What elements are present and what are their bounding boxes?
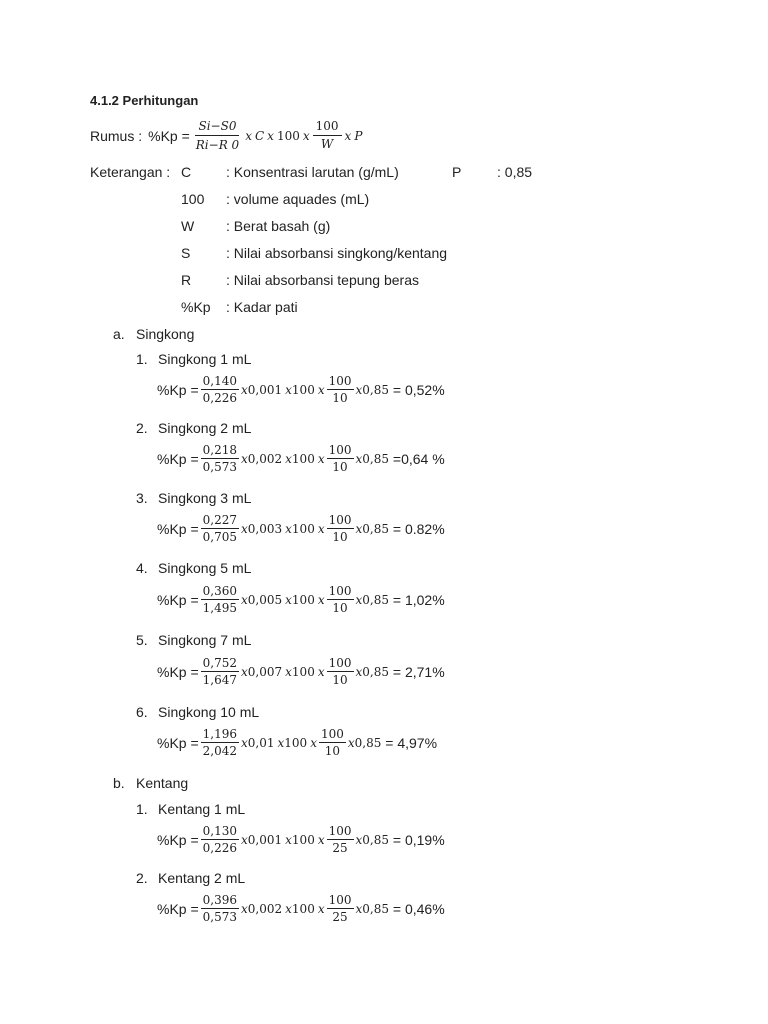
legend-symbol: S [181,245,191,261]
legend-symbol: %Kp [181,299,211,315]
legend-description: : volume aquades (mL) [226,191,370,207]
legend-symbol: C [181,164,192,180]
calc-concentration: 0,001 [247,382,283,397]
calc-volume: 100 [291,664,315,679]
calc-lhs: %Kp = [157,591,199,608]
calc-lhs: %Kp = [157,520,199,537]
calc-volume: 100 [291,592,315,607]
weight-fraction: $\frac{100}{10}$ [320,727,344,758]
legend-description: : Konsentrasi larutan (g/mL) [226,164,399,180]
calc-concentration: 0,005 [247,592,283,607]
legend-symbol: W [181,218,195,234]
list-item-marker: 2. [136,420,148,436]
calc-volume: 100 [291,382,315,397]
list-item-label: Singkong 1 mL [158,351,252,367]
formula-p: P [354,128,363,143]
calc-result: = 1,02% [389,591,445,608]
calc-p: 0,85 [354,735,382,750]
absorbance-fraction: $\frac{0,130}{0,226}$ [202,824,237,855]
absorbance-fraction: $\frac{0,396}{0,573}$ [202,893,237,924]
calc-volume: 100 [291,901,315,916]
legend-label: Keterangan : [90,164,171,180]
list-item-marker: 3. [136,490,148,506]
calc-lhs: %Kp = [157,734,199,751]
calc-concentration: 0,01 [247,735,275,750]
calc-result: = 2,71% [389,663,445,680]
calc-volume: 100 [291,832,315,847]
legend-description: : Berat basah (g) [226,218,331,234]
list-item-marker: 1. [136,351,148,367]
absorbance-fraction: $\frac{1,196}{2,042}$ [202,727,237,758]
list-item-marker: 2. [136,870,148,886]
calc-p: 0,85 [362,451,390,466]
calc-lhs: %Kp = [157,663,199,680]
formula-lhs: %Kp = [148,127,190,144]
formula-times: x [302,128,310,143]
list-item-label: Singkong 2 mL [158,420,252,436]
calculation-line: %Kp = $\frac{0,360}{1,495}$ x 0,005 x 100 x $\frac{100}{10}$ x 0,85 = 1,02% [157,584,445,615]
list-item-label: Singkong 5 mL [158,560,252,576]
list-item-marker: 6. [136,704,148,720]
list-item-label: Kentang 1 mL [158,801,246,817]
list-item-label: Singkong 3 mL [158,490,252,506]
weight-fraction: $\frac{100}{10}$ [328,584,352,615]
calc-lhs: %Kp = [157,381,199,398]
calc-result: =0,64 % [389,450,445,467]
calc-p: 0,85 [362,901,390,916]
calc-volume: 100 [284,735,308,750]
legend-p-value: : 0,85 [497,164,533,180]
legend-p-symbol: P [452,164,462,180]
formula-times: x [267,128,274,143]
formula-times: x [245,128,252,143]
section-marker: b. [113,775,125,791]
calc-concentration: 0,002 [247,901,283,916]
absorbance-fraction: $\frac{0,752}{1,647}$ [202,656,237,687]
section-title-singkong: Singkong [136,326,195,342]
absorbance-fraction: $\frac{0,140}{0,226}$ [202,374,237,405]
calculation-line: %Kp = $\frac{0,752}{1,647}$ x 0,007 x 100 x $\frac{100}{10}$ x 0,85 = 2,71% [157,656,445,687]
weight-fraction: $\frac{100}{25}$ [328,893,352,924]
calculation-line: %Kp = $\frac{0,130}{0,226}$ x 0,001 x 100 x $\frac{100}{25}$ x 0,85 = 0,19% [157,824,445,855]
weight-fraction: $\frac{100}{25}$ [328,824,352,855]
calc-lhs: %Kp = [157,450,199,467]
calc-concentration: 0,003 [247,521,283,536]
calc-result: = 4,97% [381,734,438,751]
calculation-line: %Kp = $\frac{0,140}{0,226}$ x 0,001 x 100 x $\frac{100}{10}$ x 0,85 = 0,52% [157,374,445,405]
calc-result: = 0,46% [389,900,445,917]
section-marker: a. [113,326,125,342]
weight-fraction: $\frac{100}{10}$ [328,513,352,544]
calc-volume: 100 [291,521,315,536]
calc-lhs: %Kp = [157,900,199,917]
calculation-line: %Kp = $\frac{1,196}{2,042}$ x 0,01 x 100 x $\frac{100}{10}$ x 0,85 = 4,97% [157,727,438,758]
formula-line [90,118,362,153]
calc-p: 0,85 [362,382,390,397]
list-item-label: Kentang 2 mL [158,870,246,886]
calc-p: 0,85 [362,521,390,536]
formula-main-fraction [193,118,242,153]
legend-description: : Nilai absorbansi singkong/kentang [226,245,448,261]
calc-result: = 0.82% [389,520,445,537]
calc-result: = 0,19% [389,831,445,848]
calc-concentration: 0,002 [247,451,283,466]
section-title: 4.1.2 Perhitungan [90,93,199,108]
calc-p: 0,85 [362,592,390,607]
calc-concentration: 0,001 [247,832,283,847]
calc-lhs: %Kp = [157,831,199,848]
legend-description: : Nilai absorbansi tepung beras [226,272,420,288]
list-item-marker: 4. [136,560,148,576]
formula-volume-fraction: $\frac{100}{W}$ [313,119,342,152]
calc-volume: 100 [291,451,315,466]
list-item-marker: 5. [136,632,148,648]
calc-result: = 0,52% [389,381,445,398]
calculation-line: %Kp = $\frac{0,227}{0,705}$ x 0,003 x 100 x $\frac{100}{10}$ x 0,85 = 0.82% [157,513,445,544]
list-item-label: Singkong 10 mL [158,704,260,720]
formula-hundred: 100 [276,128,300,143]
legend-symbol: R [181,272,192,288]
absorbance-fraction: $\frac{0,360}{1,495}$ [202,584,237,615]
legend-description: : Kadar pati [226,299,298,315]
calculation-line: %Kp = $\frac{0,218}{0,573}$ x 0,002 x 100 x $\frac{100}{10}$ x 0,85 =0,64 % [157,443,445,474]
weight-fraction: $\frac{100}{10}$ [328,443,352,474]
legend-symbol: 100 [181,191,205,207]
list-item-marker: 1. [136,801,148,817]
formula-denominator: Ri−R 0 [195,138,240,152]
calc-concentration: 0,007 [247,664,283,679]
formula-numerator: Si−S0 [195,118,239,136]
formula-c: C [254,128,265,143]
calc-p: 0,85 [362,664,390,679]
formula-times: x [344,128,352,143]
list-item-label: Singkong 7 mL [158,632,252,648]
absorbance-fraction: $\frac{0,218}{0,573}$ [202,443,237,474]
calc-p: 0,85 [362,832,390,847]
section-title-kentang: Kentang [136,775,189,791]
absorbance-fraction: $\frac{0,227}{0,705}$ [202,513,237,544]
weight-fraction: $\frac{100}{10}$ [328,374,352,405]
calculation-line: %Kp = $\frac{0,396}{0,573}$ x 0,002 x 100 x $\frac{100}{25}$ x 0,85 = 0,46% [157,893,445,924]
weight-fraction: $\frac{100}{10}$ [328,656,352,687]
formula-label: Rumus : [90,127,143,144]
